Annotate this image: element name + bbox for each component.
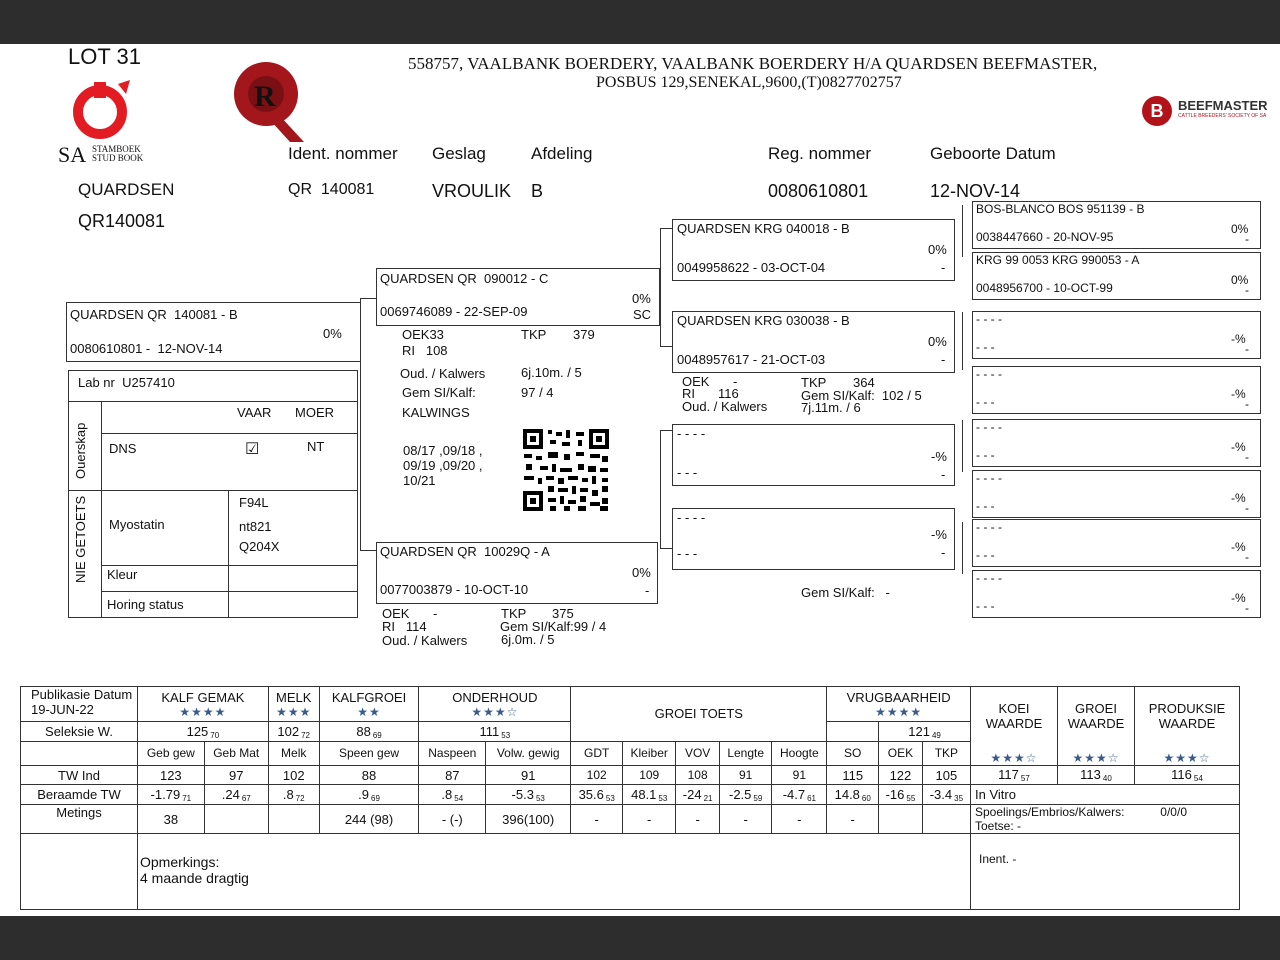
ggp-box bbox=[972, 519, 1261, 567]
ber-label: Beraamde TW bbox=[21, 785, 138, 805]
dam-tkp: 375 bbox=[552, 606, 574, 621]
column-header: Geb Mat bbox=[204, 741, 268, 765]
tw-value: 91 bbox=[719, 766, 771, 785]
vaar-label: VAAR bbox=[237, 405, 272, 420]
dam-box bbox=[376, 542, 658, 604]
column-header: Speen gew bbox=[319, 741, 419, 765]
dam-oud-label: Oud. / Kalwers bbox=[382, 633, 468, 648]
ggp-box bbox=[972, 419, 1261, 467]
nie-getoets-label: NIE GETOETS bbox=[73, 495, 88, 583]
inent-text: Inent. - bbox=[979, 852, 1017, 866]
groei-toets-header: GROEI TOETS bbox=[571, 687, 827, 742]
stars-icon: ★★★☆ bbox=[471, 704, 519, 719]
kalwings-date: 08/17 ,09/18 , bbox=[403, 443, 483, 458]
gp-sd-ri-label: RI bbox=[682, 386, 695, 401]
svg-text:R: R bbox=[254, 80, 276, 113]
ggp-title: - - - - bbox=[976, 312, 1002, 326]
connector bbox=[962, 420, 963, 472]
sire-tkp: 379 bbox=[573, 327, 595, 342]
ber-value: .8 $_{72}$ bbox=[268, 785, 319, 805]
animal-name: QUARDSEN bbox=[78, 180, 175, 199]
ggp-dash: - bbox=[1245, 601, 1249, 615]
ggp-dash: - bbox=[1245, 450, 1249, 464]
column-header: VOV bbox=[676, 741, 720, 765]
ber-value: -3.4 $_{35}$ bbox=[922, 785, 970, 805]
pub-cell: Publikasie Datum 19-JUN-22 bbox=[21, 687, 138, 722]
met-value: 38 bbox=[138, 805, 205, 834]
met-value bbox=[204, 805, 268, 834]
index-value: 116 $_{54}$ bbox=[1135, 766, 1240, 785]
met-value: - bbox=[676, 805, 720, 834]
top-bar bbox=[0, 0, 1280, 44]
animal-division: B bbox=[531, 181, 544, 201]
opmerkings-text: 4 maande dragtig bbox=[140, 870, 249, 886]
index-value: 117 $_{57}$ bbox=[971, 766, 1058, 785]
sire-oud: 6j.10m. / 5 bbox=[521, 365, 582, 380]
ber-value: -5.3 $_{53}$ bbox=[486, 785, 571, 805]
sex-label: Geslag bbox=[432, 144, 486, 163]
tw-value: 108 bbox=[676, 766, 720, 785]
ggp-box bbox=[972, 252, 1261, 300]
kleur-label: Kleur bbox=[107, 567, 138, 582]
sire-tkp-label: TKP bbox=[521, 327, 547, 342]
ggp-box bbox=[972, 201, 1261, 249]
gp-title: - - - - bbox=[677, 510, 706, 525]
ggp-dash: - bbox=[1245, 501, 1249, 515]
ggp-box bbox=[972, 311, 1261, 359]
sire-oek: OEK33 bbox=[402, 327, 444, 342]
dam-oek: - bbox=[433, 606, 438, 621]
ggp-title: - - - - bbox=[976, 367, 1002, 381]
gp-pct: 0% bbox=[928, 242, 947, 257]
met-value: - bbox=[719, 805, 771, 834]
dam-title: QUARDSEN QR 10029Q - A bbox=[380, 544, 550, 559]
gp-dd-box bbox=[672, 508, 955, 570]
ggp-pct: 0% bbox=[1231, 273, 1249, 287]
ggp-reg: - - - bbox=[976, 499, 995, 513]
connector bbox=[660, 430, 672, 431]
sire-pct: 0% bbox=[632, 291, 651, 306]
tw-value: 87 bbox=[419, 766, 486, 785]
ggp-dash: - bbox=[1245, 397, 1249, 411]
sire-gem: 97 / 4 bbox=[521, 385, 554, 400]
dam-gem: Gem SI/Kalf:99 / 4 bbox=[500, 619, 607, 634]
qr-code-icon bbox=[522, 428, 610, 512]
tw-value: 102 bbox=[268, 766, 319, 785]
ggp-box bbox=[972, 570, 1261, 618]
gp-title: - - - - bbox=[677, 426, 706, 441]
gp-sd-ri: 116 bbox=[718, 386, 739, 401]
ggp-pct: -% bbox=[1231, 540, 1246, 554]
connector bbox=[660, 228, 661, 346]
tw-value: 91 bbox=[772, 766, 827, 785]
gp-pct: -% bbox=[931, 449, 947, 464]
animal-sex: VROULIK bbox=[432, 181, 512, 201]
tw-value: 105 bbox=[922, 766, 970, 785]
animal-ident: QR 140081 bbox=[288, 181, 375, 198]
column-header: GDT bbox=[571, 741, 623, 765]
stars-icon: ★★★ bbox=[276, 704, 312, 719]
dob-label: Geboorte Datum bbox=[930, 144, 1056, 163]
dam-dash: - bbox=[645, 583, 650, 598]
dam-ri: RI 114 bbox=[382, 619, 427, 634]
gp-sd-tkp-label: TKP bbox=[801, 375, 827, 390]
column-header: SO bbox=[827, 741, 879, 765]
met-value: - bbox=[827, 805, 879, 834]
ggp-pct: -% bbox=[1231, 491, 1246, 505]
bottom-bar bbox=[0, 916, 1280, 960]
connector bbox=[660, 548, 672, 549]
moer-label: MOER bbox=[295, 405, 334, 420]
column-header: Hoogte bbox=[772, 741, 827, 765]
ber-value: -1.79 $_{71}$ bbox=[138, 785, 205, 805]
horing-label: Horing status bbox=[107, 597, 184, 612]
ouerskap-label: Ouerskap bbox=[73, 422, 88, 479]
ggp-title: - - - - bbox=[976, 471, 1002, 485]
dns-moer-value: NT bbox=[307, 439, 325, 454]
ggp-dash: - bbox=[1245, 550, 1249, 564]
connector bbox=[962, 205, 963, 257]
ggp-dash: - bbox=[1245, 342, 1249, 356]
met-value: - bbox=[571, 805, 623, 834]
ggp-reg: - - - bbox=[976, 599, 995, 613]
tw-value: 91 bbox=[486, 766, 571, 785]
myostatin-value: F94L bbox=[239, 495, 269, 510]
ebv-table: Publikasie Datum 19-JUN-22 KALF GEMAK ★★★★ MELK ★★★ KALFGROEI ★★ ONDERHOUD ★★★☆ GROEI TOETS VRUGBAARHEID ★★★★ KOEI WAARDE ★★★☆ GROEI WAARDE ★★★☆ PRODUKSIE WAARDE ★★★☆ Seleksie W. 125 $_{70}$ 102 $_{72}$ 88 $_{69}$ 111 $_{53}$ 121 $_{49}$ Geb gew Geb Mat Melk Speen gew Naspeen Volw. gewig GDT Kleiber VOV Lengte Hoogte SO OEK TKP TW Ind 123 97 102 88 87 91 102 109 108 91 91 115 122 105 117 $_{57}$ 113 $_{40}$ 116 $_{54}$ Beraamde TW -1.79 $_{71}$ .24 $_{67}$ .8 $_{72}$ .9 $_{69}$ .8 $_{54}$ -5.3 $_{53}$ 35.6 $_{53}$ 48.1 $_{53}$ -24 $_{21}$ -2.5 $_{59}$ -4.7 $_{61}$ 14.8 $_{60}$ -16 $_{55}$ -3.4 $_{35}$ In Vitro Metings 38 244 (98) - (-) 396(100) - - - - - - Spoelings/Embrios/Kalwers: 0/0/0 Toetse: - Opmerkings: 4 maande dragtig Inent. - bbox=[20, 686, 1240, 910]
opmerkings-label: Opmerkings: bbox=[140, 854, 220, 870]
sire-box bbox=[376, 268, 660, 326]
division-label: Afdeling bbox=[531, 144, 593, 163]
myostatin-value: Q204X bbox=[239, 539, 280, 554]
tw-value: 115 bbox=[827, 766, 879, 785]
gp-pct: -% bbox=[931, 527, 947, 542]
column-header: OEK bbox=[879, 741, 923, 765]
ber-value: 48.1 $_{53}$ bbox=[623, 785, 676, 805]
subject-reg: 0080610801 - 12-NOV-14 bbox=[70, 341, 223, 356]
column-header: Naspeen bbox=[419, 741, 486, 765]
beefmaster-logo: B BEEFMASTER CATTLE BREEDERS' SOCIETY OF SA bbox=[1142, 96, 1272, 130]
stars-icon: ★★ bbox=[357, 704, 381, 719]
ggp-title: BOS-BLANCO BOS 951139 - B bbox=[976, 202, 1145, 216]
animal-code: QR140081 bbox=[78, 211, 166, 231]
column-header: Volw. gewig bbox=[486, 741, 571, 765]
ber-value: -16 $_{55}$ bbox=[879, 785, 923, 805]
gp-pct: 0% bbox=[928, 334, 947, 349]
seleksie-label: Seleksie W. bbox=[21, 722, 138, 741]
ggp-dash: - bbox=[1245, 283, 1249, 297]
ber-value: .24 $_{67}$ bbox=[204, 785, 268, 805]
sire-reg: 0069746089 - 22-SEP-09 bbox=[380, 304, 528, 319]
lab-number: Lab nr U257410 bbox=[78, 375, 175, 390]
met-value bbox=[922, 805, 970, 834]
ggp-dash: - bbox=[1245, 232, 1249, 246]
ber-value: 35.6 $_{53}$ bbox=[571, 785, 623, 805]
column-header: Geb gew bbox=[138, 741, 205, 765]
tw-value: 123 bbox=[138, 766, 205, 785]
index-value: 113 $_{40}$ bbox=[1058, 766, 1135, 785]
ggp-title: - - - - bbox=[976, 420, 1002, 434]
stars-icon: ★★★☆ bbox=[990, 751, 1038, 765]
sire-extra: SC bbox=[633, 307, 652, 322]
gp-sd-oek: - bbox=[733, 374, 738, 389]
quardsen-logo bbox=[230, 56, 310, 146]
animal-dob: 12-NOV-14 bbox=[930, 181, 1021, 201]
subject-title: QUARDSEN QR 140081 - B bbox=[70, 307, 238, 322]
connector bbox=[660, 430, 661, 548]
spoelings-cell: Spoelings/Embrios/Kalwers: 0/0/0 Toetse: - bbox=[971, 805, 1240, 834]
dns-label: DNS bbox=[109, 441, 137, 456]
kalwings-date: 10/21 bbox=[403, 473, 436, 488]
lab-box bbox=[68, 370, 358, 618]
ggp-reg: - - - bbox=[976, 448, 995, 462]
ber-value: -2.5 $_{59}$ bbox=[719, 785, 771, 805]
gp-sd-oek-label: OEK bbox=[682, 374, 710, 389]
reg-label: Reg. nommer bbox=[768, 144, 871, 163]
lot-number: LOT 31 bbox=[68, 44, 141, 69]
tw-value: 97 bbox=[204, 766, 268, 785]
ggp-reg: - - - bbox=[976, 340, 995, 354]
met-value bbox=[879, 805, 923, 834]
column-header: Lengte bbox=[719, 741, 771, 765]
tw-value: 102 bbox=[571, 766, 623, 785]
dam-oud: 6j.0m. / 5 bbox=[501, 632, 555, 647]
connector bbox=[360, 298, 376, 299]
subject-pct: 0% bbox=[323, 326, 342, 341]
ggp-pct: -% bbox=[1231, 387, 1246, 401]
gp-reg: 0048957617 - 21-OCT-03 bbox=[677, 352, 826, 367]
sire-ri: RI 108 bbox=[402, 343, 448, 358]
ggp-reg: - - - bbox=[976, 548, 995, 562]
met-value: - (-) bbox=[419, 805, 486, 834]
connector bbox=[962, 312, 963, 370]
ident-label: Ident. nommer bbox=[288, 144, 398, 163]
ggp-pct: -% bbox=[1231, 332, 1246, 346]
owner-line: 558757, VAALBANK BOERDERY, VAALBANK BOERDERY H/A QUARDSEN BEEFMASTER, bbox=[408, 54, 1098, 73]
met-value: 396(100) bbox=[486, 805, 571, 834]
met-value: - bbox=[623, 805, 676, 834]
dam-oek-label: OEK bbox=[382, 606, 410, 621]
sire-oud-label: Oud. / Kalwers bbox=[400, 366, 486, 381]
ber-value: -24 $_{21}$ bbox=[676, 785, 720, 805]
sa-logo-sub: STAMBOEK STUD BOOK bbox=[92, 144, 144, 163]
ggp-reg: 0048956700 - 10-OCT-99 bbox=[976, 281, 1113, 295]
connector bbox=[360, 550, 376, 551]
stars-icon: ★★★★ bbox=[875, 704, 923, 719]
address-line: POSBUS 129,SENEKAL,9600,(T)0827702757 bbox=[596, 74, 902, 91]
ggp-pct: 0% bbox=[1231, 222, 1249, 236]
connector bbox=[660, 228, 672, 229]
ggp-title: - - - - bbox=[976, 520, 1002, 534]
ber-value: 14.8 $_{60}$ bbox=[827, 785, 879, 805]
gp-sd-oud-label: Oud. / Kalwers bbox=[682, 399, 768, 414]
stars-icon: ★★★★ bbox=[179, 704, 227, 719]
gp-title: QUARDSEN KRG 030038 - B bbox=[677, 313, 850, 328]
met-label: Metings bbox=[21, 805, 138, 834]
sa-studbook-logo bbox=[58, 78, 158, 168]
gp-sd-tkp: 364 bbox=[853, 375, 875, 390]
gp-reg: - - - bbox=[677, 465, 698, 480]
gp-dash: - bbox=[941, 260, 946, 275]
gp-sd-box bbox=[672, 311, 955, 373]
ber-value: .9 $_{69}$ bbox=[319, 785, 419, 805]
dam-pct: 0% bbox=[632, 565, 651, 580]
ber-value: .8 $_{54}$ bbox=[419, 785, 486, 805]
sa-logo-icon bbox=[68, 78, 138, 143]
subject-box bbox=[66, 302, 361, 362]
sa-logo-text: SA bbox=[58, 142, 87, 167]
myostatin-label: Myostatin bbox=[109, 517, 165, 532]
myostatin-value: nt821 bbox=[239, 519, 272, 534]
ggp-box bbox=[972, 470, 1261, 518]
column-header: Melk bbox=[268, 741, 319, 765]
ggp-title: - - - - bbox=[976, 571, 1002, 585]
gp-ds-box bbox=[672, 424, 955, 486]
dam-tkp-label: TKP bbox=[501, 606, 527, 621]
animal-reg: 0080610801 bbox=[768, 181, 869, 201]
gp-dash: - bbox=[941, 467, 946, 482]
ber-value: -4.7 $_{61}$ bbox=[772, 785, 827, 805]
dns-vaar-checkbox: ☑ bbox=[245, 441, 260, 458]
q-brand-icon bbox=[230, 56, 310, 146]
opmerkings-cell bbox=[138, 834, 971, 910]
connector bbox=[962, 522, 963, 574]
ggp-pct: -% bbox=[1231, 440, 1246, 454]
sire-gem-label: Gem SI/Kalf: bbox=[402, 385, 476, 400]
gp-sd-oud: 7j.11m. / 6 bbox=[801, 400, 861, 415]
sire-title: QUARDSEN QR 090012 - C bbox=[380, 271, 549, 286]
met-value bbox=[268, 805, 319, 834]
met-value: 244 (98) bbox=[319, 805, 419, 834]
pub-date: 19-JUN-22 bbox=[31, 702, 94, 717]
kalwings-label: KALWINGS bbox=[402, 405, 470, 420]
tw-value: 88 bbox=[319, 766, 419, 785]
gp-dash: - bbox=[941, 352, 946, 367]
column-header: Kleiber bbox=[623, 741, 676, 765]
kalwings-date: 09/19 ,09/20 , bbox=[403, 458, 483, 473]
met-value: - bbox=[772, 805, 827, 834]
gp-reg: - - - bbox=[677, 546, 698, 561]
gp-reg: 0049958622 - 03-OCT-04 bbox=[677, 260, 826, 275]
gp-dd-gem: Gem SI/Kalf: - bbox=[801, 585, 890, 600]
ggp-reg: 0038447660 - 20-NOV-95 bbox=[976, 230, 1114, 244]
ggp-box bbox=[972, 366, 1261, 414]
gp-ss-box bbox=[672, 219, 955, 281]
connector bbox=[660, 346, 672, 347]
gp-sd-gem: Gem SI/Kalf: 102 / 5 bbox=[801, 388, 922, 403]
gp-dash: - bbox=[941, 545, 946, 560]
column-header: TKP bbox=[922, 741, 970, 765]
tw-label: TW Ind bbox=[21, 766, 138, 785]
stars-icon: ★★★☆ bbox=[1072, 751, 1120, 765]
stars-icon: ★★★☆ bbox=[1163, 751, 1211, 765]
ggp-title: KRG 99 0053 KRG 990053 - A bbox=[976, 253, 1140, 267]
ggp-pct: -% bbox=[1231, 591, 1246, 605]
dam-reg: 0077003879 - 10-OCT-10 bbox=[380, 582, 529, 597]
in-vitro-label: In Vitro bbox=[971, 785, 1240, 805]
ggp-reg: - - - bbox=[976, 395, 995, 409]
tw-value: 109 bbox=[623, 766, 676, 785]
gp-title: QUARDSEN KRG 040018 - B bbox=[677, 221, 850, 236]
tw-value: 122 bbox=[879, 766, 923, 785]
beefmaster-b-icon: B bbox=[1142, 96, 1172, 126]
